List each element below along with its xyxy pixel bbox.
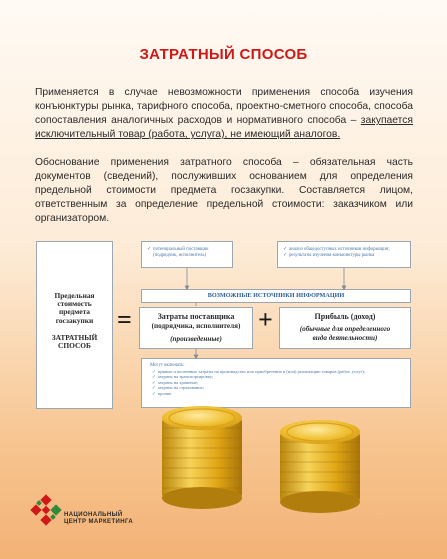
justification-paragraph: Обоснование применения затратного способа – обязательная часть документов (сведений), послуживших основанием для определения предельной стоимости предмета госзакупки. Составляется лицом, ответственным за определение предельной стоимости: заказчиком или организатором. — [35, 157, 413, 225]
profit-note-line2: вида деятельности) — [312, 334, 378, 342]
profit-note-line1: (обычные для определенного — [299, 325, 391, 333]
check-icon: ✓ — [283, 252, 288, 258]
logo-line2: ЦЕНТР МАРКЕТИНГА — [64, 519, 134, 525]
list-item: ✓ затраты на хранение; — [152, 379, 199, 385]
list-item: ✓ прочие. — [152, 390, 173, 396]
coin-stack-right — [280, 420, 360, 513]
page-title: ЗАТРАТНЫЙ СПОСОБ — [139, 46, 308, 63]
info-sources-bar: ВОЗМОЖНЫЕ ИСТОЧНИКИ ИНФОРМАЦИИ — [141, 289, 411, 303]
equals-sign: = — [117, 305, 132, 334]
intro-text: Применяется в случае невозможности применения способа изучения конъюнктуры рынка, тарифного способа, проектно-сметного способа, способа сопоставления аналогичных расходов и нормативного способа – — [35, 87, 413, 127]
coin-stack-left — [162, 406, 242, 509]
national-marketing-center-logo — [30, 493, 62, 527]
check-icon: ✓ — [152, 369, 156, 374]
gold-coins-image — [140, 398, 390, 516]
check-icon: ✓ — [152, 385, 156, 391]
check-icon: ✓ — [152, 390, 156, 396]
list-item: ✓ анализ общедоступных источников информации; — [283, 247, 390, 252]
includes-header: Могут включать: — [150, 363, 185, 368]
list-item: ✓ прямые и косвенные затраты на производство или приобретение и (или) реализацию товаров (работ, услуг); — [152, 369, 366, 374]
max-cost-line2: стоимость — [57, 299, 92, 309]
max-cost-line1: Предельная — [54, 291, 95, 300]
method-line2: СПОСОБ — [58, 341, 91, 351]
method-line1: ЗАТРАТНЫЙ — [51, 333, 98, 342]
costs-subtitle: (подрядчика, исполнителя) — [151, 322, 241, 330]
list-item: ✓ затраты на транспортировку; — [152, 374, 214, 380]
logo-text — [64, 512, 133, 526]
list-item: ✓ затраты на страхование; — [152, 385, 204, 391]
max-cost-line3: предмета — [58, 307, 91, 317]
plus-sign: + — [258, 305, 273, 334]
costs-title: Затраты поставщика — [157, 312, 235, 321]
check-icon: ✓ — [152, 379, 156, 385]
logo-line1: НАЦИОНАЛЬНЫЙ — [64, 512, 123, 518]
intro-underlined-text: закупается исключительный товар (работа, услуга), не имеющий аналогов. — [35, 115, 413, 141]
check-icon: ✓ — [152, 374, 156, 380]
profit-title: Прибыль (доход) — [314, 312, 376, 321]
check-icon: ✓ — [283, 247, 288, 252]
list-item: ✓ результаты изучения конъюнктуры рынка — [283, 252, 375, 258]
max-cost-line4: госзакупки — [55, 315, 94, 325]
check-icon: ✓ — [147, 247, 152, 252]
list-item: ✓ потенциальный поставщик (подрядчик, исполнитель) — [147, 247, 209, 258]
costs-note: (произведенные) — [170, 335, 222, 343]
